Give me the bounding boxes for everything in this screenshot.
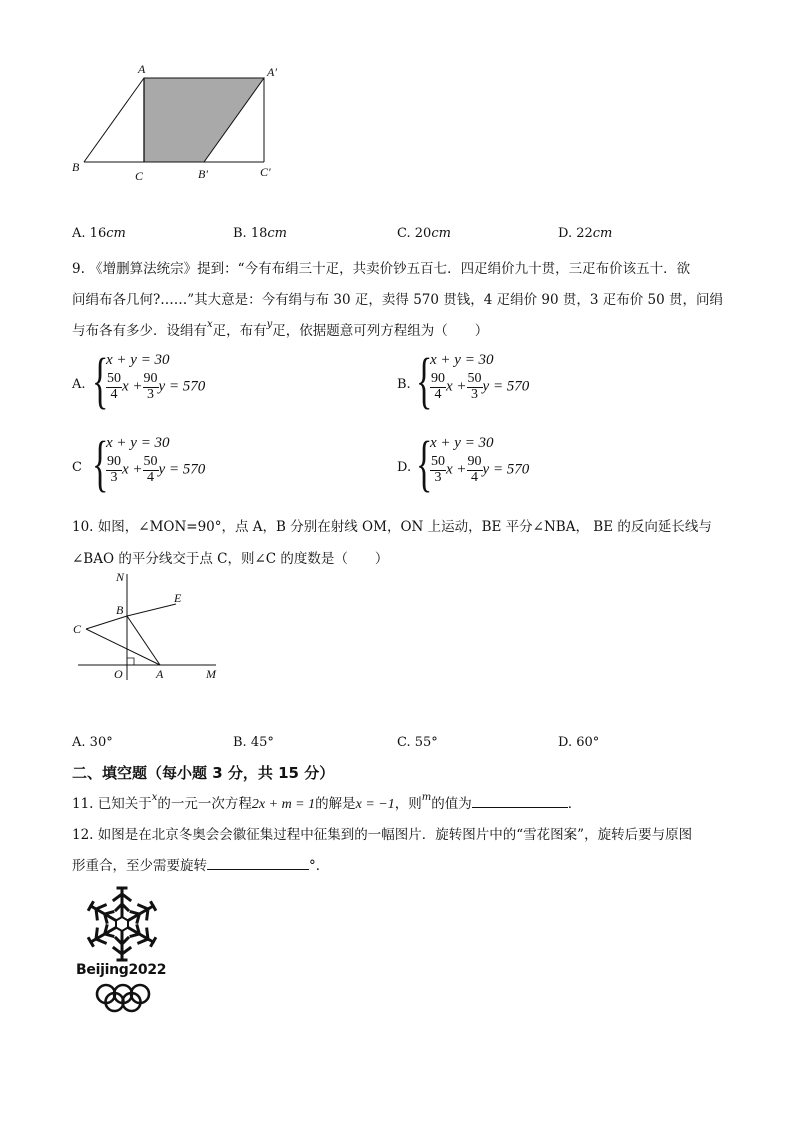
q9-text-line-2: 问绢布各几何?……”其大意是：今有绢与布 30 疋，卖得 570 贯钱，4 疋绢价 90 贯，3 疋布价 50 贯，问绢 bbox=[72, 292, 724, 308]
label-C: C bbox=[135, 169, 144, 183]
brace-icon: { bbox=[416, 347, 433, 415]
q8-parallelogram-figure bbox=[64, 58, 294, 188]
q10-option-c[interactable]: C. 55° bbox=[397, 735, 438, 750]
q8-option-d[interactable]: D. 22cm bbox=[558, 226, 613, 241]
section-2-heading: 二、填空题（每小题 3 分，共 15 分） bbox=[72, 764, 335, 782]
q10-option-d[interactable]: D. 60° bbox=[558, 735, 600, 750]
label-C: C bbox=[73, 622, 82, 636]
label-B: B bbox=[116, 603, 124, 617]
label-A-prime: A′ bbox=[267, 65, 277, 79]
q11-text: 11. 已知关于$^x$的一元一次方程2x + m = 1的解是x = −1，则$^m$的值为 ． bbox=[72, 792, 582, 812]
label-C-prime: C′ bbox=[260, 165, 271, 179]
label-A: A bbox=[156, 667, 164, 681]
brace-icon: { bbox=[416, 430, 433, 498]
label-N: N bbox=[116, 570, 125, 584]
q12-answer-blank[interactable] bbox=[207, 856, 309, 870]
q9-option-b[interactable]: { x + y = 30 $\frac{90}{4}$ x + $\frac{50}{3}$ y = 570 bbox=[416, 347, 530, 415]
q9-option-a[interactable]: { x + y = 30 $\frac{50}{4}$ x + $\frac{90}{3}$ y = 570 bbox=[92, 347, 206, 415]
q10-angle-figure bbox=[64, 568, 234, 688]
q8-option-a[interactable]: A. 16cm bbox=[72, 226, 126, 241]
logo-text: Beijing2022 bbox=[76, 962, 167, 978]
beijing-2022-snowflake-logo bbox=[72, 884, 172, 1016]
shaded-region bbox=[144, 78, 264, 162]
brace-icon: { bbox=[92, 430, 109, 498]
q9-option-d-letter: D. bbox=[397, 460, 412, 475]
label-B-prime: B′ bbox=[198, 167, 208, 181]
q8-option-c[interactable]: C. 20cm bbox=[397, 226, 451, 241]
q9-option-b-letter: B. bbox=[397, 377, 411, 392]
label-B: B bbox=[72, 160, 80, 174]
q10-text-line-2: ∠BAO 的平分线交于点 C，则∠C 的度数是（ ） bbox=[72, 551, 389, 567]
label-M: M bbox=[206, 667, 216, 681]
q11-answer-blank[interactable] bbox=[472, 794, 568, 808]
q10-option-a[interactable]: A. 30° bbox=[72, 735, 113, 750]
label-E: E bbox=[174, 591, 182, 605]
olympic-rings-icon bbox=[72, 982, 172, 1014]
q9-option-c-letter: C bbox=[72, 460, 82, 475]
q10-text-line-1: 10. 如图，∠MON=90°，点 A，B 分别在射线 OM，ON 上运动，BE 平分∠NBA， BE 的反向延长线与 bbox=[72, 519, 712, 535]
q8-option-b[interactable]: B. 18cm bbox=[233, 226, 287, 241]
q10-option-b[interactable]: B. 45° bbox=[233, 735, 274, 750]
q9-text-line-1: 9. 《增删算法统宗》提到：“今有布绢三十疋，共卖价钞五百七．四疋绢价九十贯，三疋布价该五十．欲 bbox=[72, 261, 691, 277]
right-angle-mark bbox=[127, 658, 134, 665]
q9-option-d[interactable]: { x + y = 30 $\frac{50}{3}$ x + $\frac{90}{4}$ y = 570 bbox=[416, 430, 530, 498]
q9-option-a-letter: A. bbox=[72, 377, 86, 392]
snowflake-icon bbox=[72, 884, 172, 964]
q12-text-line-2: 形重合，至少需要旋转 °． bbox=[72, 858, 330, 874]
label-O: O bbox=[114, 667, 123, 681]
q9-text-line-3: 与布各有多少．设绢有$^x$疋，布有$^y$疋，依据题意可列方程组为（ ） bbox=[72, 319, 489, 339]
q12-text-line-1: 12. 如图是在北京冬奥会会徽征集过程中征集到的一幅图片．旋转图片中的“雪花图案”，旋转后要与原图 bbox=[72, 827, 693, 843]
q9-option-c[interactable]: { x + y = 30 $\frac{90}{3}$ x + $\frac{50}{4}$ y = 570 bbox=[92, 430, 206, 498]
brace-icon: { bbox=[92, 347, 109, 415]
label-A: A bbox=[138, 62, 146, 76]
